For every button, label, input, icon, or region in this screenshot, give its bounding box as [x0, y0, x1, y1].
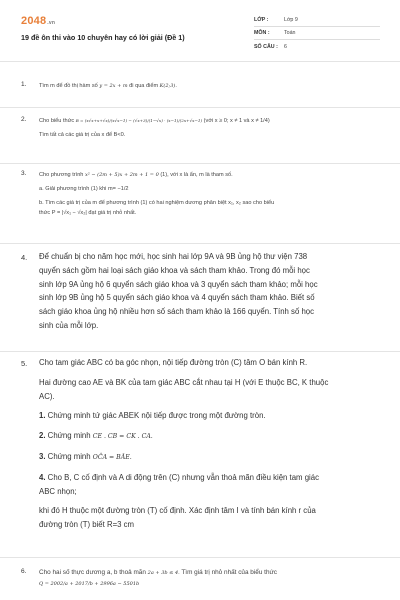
- question-4: [0, 244, 400, 352]
- subquestion-text: Chứng minh: [45, 431, 93, 441]
- question-5: [0, 352, 400, 558]
- question-1: [0, 62, 400, 108]
- math-expression: x² − (2m + 5)x + 2m + 1 = 0: [84, 172, 159, 178]
- meta-key: MÔN :: [254, 30, 270, 36]
- question-line: [39, 170, 384, 180]
- question-line: [39, 81, 384, 91]
- subquestion-4: [39, 471, 384, 485]
- math-expression: K(2;3).: [159, 83, 177, 89]
- meta-table: [254, 14, 380, 53]
- math-expression: y = 2x + m: [99, 83, 128, 89]
- math-expression: B = (x√x+x+√x)/(x√x−1) − (√x+3)/(1−√x) · (x−1)/(2x+√x−1): [75, 118, 203, 123]
- subquestion-3: [39, 450, 384, 465]
- question-body: [39, 116, 384, 140]
- question-6: [0, 558, 400, 600]
- paragraph-line: sinh lớp 9A ủng hộ 6 quyển sách giáo khoa và 3 quyển sách tham khảo; mỗi học: [39, 279, 318, 289]
- question-text: Cho biểu thức: [39, 118, 76, 124]
- paragraph-line: sinh lớp 9B ủng hộ 5 quyển sách giáo khoa và 4 quyển sách tham khảo. Biết số: [39, 293, 315, 303]
- math-expression: Q = 2002/a + 2017/b + 2996a − 5501b: [39, 581, 140, 587]
- paragraph-line: quyển sách gồm hai loại sách giáo khoa và sách tham khảo. Trong đó mỗi học: [39, 265, 310, 275]
- question-body: [39, 81, 384, 91]
- subquestion-4-cont: ABC nhọn;: [39, 486, 77, 496]
- question-line: Tìm tất cả các giá trị của x để B<0.: [39, 132, 126, 138]
- question-line: [39, 567, 384, 579]
- math-expression: 2a + 3b ≤ 4.: [147, 570, 180, 576]
- meta-key: LỚP :: [254, 17, 269, 23]
- subquestion-label: 1.: [39, 411, 46, 421]
- question-text: Tìm giá trị nhỏ nhất của biểu thức: [179, 569, 277, 576]
- subquestion-1: [39, 409, 384, 423]
- subquestion-text: Cho B, C cố định và A di động trên (C) nhưng vẫn thoả mãn điều kiện tam giác: [45, 472, 320, 482]
- question-intro-line: AC).: [39, 391, 55, 401]
- question-line: [39, 116, 384, 126]
- meta-value: Lớp 9: [284, 17, 298, 23]
- meta-value: 6: [284, 43, 287, 50]
- document-title: 19 đề ôn thi vào 10 chuyên hay có lời giải (Đề 1): [21, 33, 185, 42]
- logo-brand: 2048: [21, 15, 47, 27]
- question-text: (với x ≥ 0; x ≠ 1 và x ≠ 1/4): [202, 118, 270, 124]
- question-part-b: b. Tìm các giá trị của m để phương trình (1) có hai nghiệm dương phân biệt x₁, x₂ sao cho biểu: [39, 200, 275, 206]
- question-part-a: a. Giải phương trình (1) khi m= −1/2: [39, 186, 129, 192]
- question-body: [39, 250, 384, 333]
- question-intro-line: Hai đường cao AE và BK của tam giác ABC cắt nhau tại H (với E thuộc BC, K thuộc: [39, 377, 329, 387]
- question-number: 6.: [21, 568, 27, 575]
- paragraph-line: sách giáo khoa ủng hộ nhiều hơn số sách tham khảo là 166 quyển. Tính số học: [39, 307, 315, 317]
- question-number: 5.: [21, 359, 28, 368]
- question-intro: Cho tam giác ABC có ba góc nhọn, nội tiếp đường tròn (C) tâm O bán kính R.: [39, 358, 308, 367]
- question-body: [39, 170, 384, 218]
- paragraph-line: Để chuẩn bị cho năm học mới, học sinh hai lớp 9A và 9B ủng hộ thư viện 738: [39, 252, 308, 261]
- site-logo[interactable]: [21, 15, 55, 27]
- subquestion-text: Chứng minh tứ giác ABEK nội tiếp được trong một đường tròn.: [45, 411, 266, 421]
- question-3: [0, 164, 400, 244]
- subquestion-text: Chứng minh: [45, 451, 93, 461]
- meta-row-count: [254, 40, 380, 53]
- meta-row-class: [254, 14, 380, 27]
- paragraph-line: sinh của mỗi lớp.: [39, 320, 99, 330]
- question-text: (1), với x là ẩn, m là tham số.: [158, 172, 233, 178]
- question-text: đi qua điểm: [127, 83, 160, 89]
- question-text: Cho phương trình: [39, 172, 85, 178]
- question-number: 2.: [21, 116, 27, 123]
- question-text: Tìm m để đồ thị hàm số: [39, 83, 100, 89]
- subquestion-label: 3.: [39, 451, 46, 461]
- math-expression: OĈA = BÂE.: [92, 453, 132, 461]
- page-header: [0, 0, 400, 62]
- subquestion-label: 2.: [39, 431, 46, 441]
- math-expression: CE . CB = CK . CA.: [92, 433, 153, 441]
- question-number: 4.: [21, 253, 28, 262]
- subquestion-label: 4.: [39, 472, 46, 482]
- meta-row-subject: [254, 27, 380, 40]
- question-number: 3.: [21, 170, 27, 177]
- logo-suffix: .vn: [47, 20, 56, 26]
- meta-value: Toán: [284, 30, 296, 36]
- subquestion-4-cont: đường tròn (T) biết R=3 cm: [39, 520, 135, 530]
- question-text: Cho hai số thực dương a, b thoả mãn: [39, 569, 148, 576]
- subquestion-2: [39, 429, 384, 444]
- meta-key: SỐ CÂU :: [254, 43, 278, 50]
- subquestion-4-cont: khi đó H thuộc một đường tròn (T) cố định. Xác định tâm I và tính bán kính r của: [39, 506, 316, 516]
- question-2: [0, 108, 400, 164]
- question-body: [39, 356, 384, 532]
- question-body: [39, 567, 384, 590]
- question-number: 1.: [21, 81, 27, 88]
- question-part-b-cont: thức P = |√x₁ − √x₂| đạt giá trị nhỏ nhất.: [39, 210, 137, 216]
